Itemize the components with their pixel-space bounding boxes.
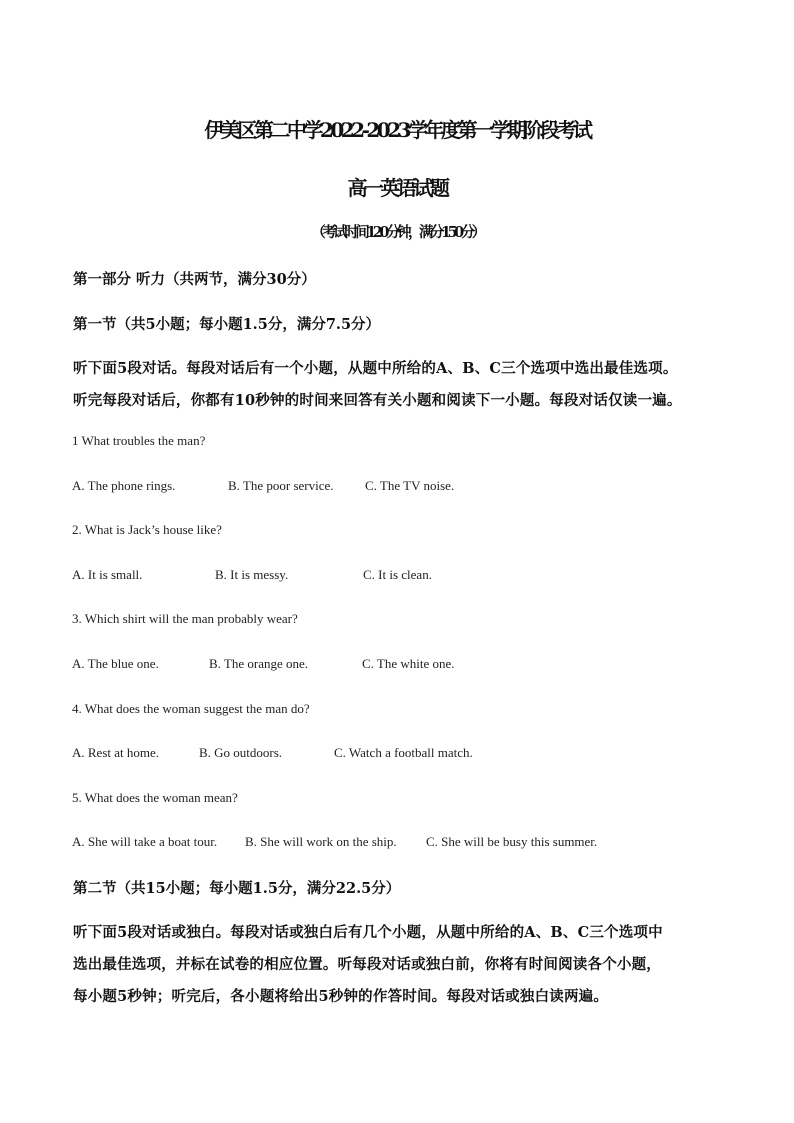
section2-instruction-line: 选出最佳选项，并标在试卷的相应位置。听每段对话或独白前，你将有时间阅读各个小题， — [73, 956, 661, 973]
option-c: C. The white one. — [362, 656, 455, 671]
option-b: B. The poor service. — [228, 478, 334, 493]
option-a: A. It is small. — [72, 567, 143, 582]
section1-instruction-line: 听下面5段对话。每段对话后有一个小题，从题中所给的A、B、C三个选项中选出最佳选项。 — [73, 360, 678, 377]
option-c: C. It is clean. — [363, 567, 432, 582]
subject-title: 高一英语试题 — [347, 176, 447, 200]
option-a: A. She will take a boat tour. — [72, 834, 218, 849]
question-stem: 4. What does the woman suggest the man do? — [72, 701, 310, 716]
question-stem: 3. Which shirt will the man probably wear? — [72, 611, 298, 626]
option-a: A. The phone rings. — [72, 478, 176, 493]
option-a: A. Rest at home. — [72, 745, 160, 760]
exam-time-info: （考试时间120分钟，满分150分） — [311, 224, 483, 241]
option-a: A. The blue one. — [72, 656, 159, 671]
section2-heading: 第二节（共15小题；每小题1.5分，满分22.5分） — [73, 880, 401, 897]
question-stem: 2. What is Jack’s house like? — [72, 522, 222, 537]
part1-heading: 第一部分 听力（共两节，满分30分） — [73, 271, 316, 288]
school-exam-title: 伊美区第二中学2022-2023学年度第一学期阶段考试 — [204, 118, 590, 142]
option-b: B. She will work on the ship. — [245, 834, 397, 849]
section2-instruction-line: 听下面5段对话或独白。每段对话或独白后有几个小题，从题中所给的A、B、C三个选项中 — [73, 924, 663, 941]
question-stem: 5. What does the woman mean? — [72, 790, 238, 805]
option-b: B. Go outdoors. — [199, 745, 283, 760]
section1-heading: 第一节（共5小题；每小题1.5分，满分7.5分） — [73, 316, 381, 333]
question-stem: 1 What troubles the man? — [72, 433, 206, 448]
option-c: C. Watch a football match. — [334, 745, 473, 760]
option-b: B. It is messy. — [215, 567, 289, 582]
section2-instruction-line: 每小题5秒钟；听完后，各小题将给出5秒钟的作答时间。每段对话或独白读两遍。 — [73, 988, 609, 1005]
option-b: B. The orange one. — [209, 656, 309, 671]
option-c: C. The TV noise. — [365, 478, 455, 493]
section1-instruction-line: 听完每段对话后，你都有10秒钟的时间来回答有关小题和阅读下一小题。每段对话仅读一遍。 — [73, 392, 682, 409]
option-c: C. She will be busy this summer. — [426, 834, 598, 849]
